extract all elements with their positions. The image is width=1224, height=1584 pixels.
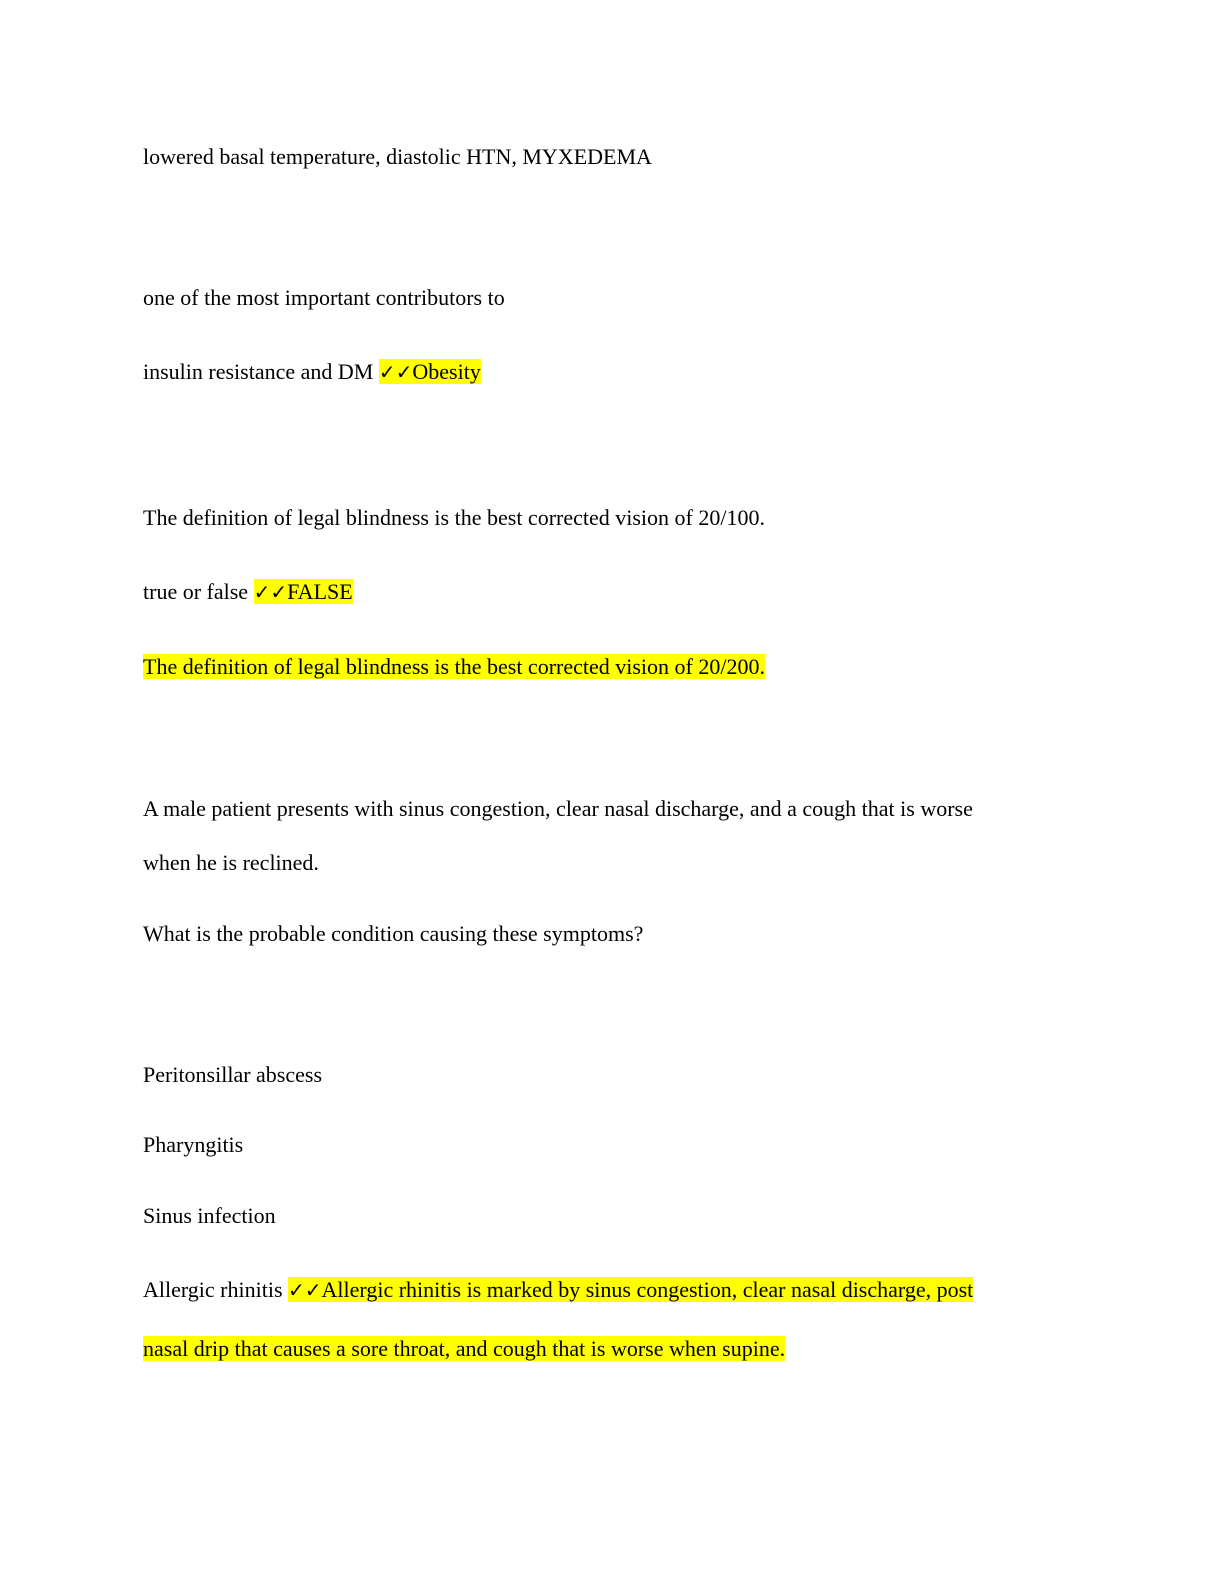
option-text: Allergic rhinitis (143, 1277, 289, 1302)
blindness-question-line (143, 505, 765, 531)
option-peritonsillar-abscess (143, 1062, 322, 1088)
option-text: Peritonsillar abscess (143, 1062, 323, 1087)
option-text: Pharyngitis (143, 1132, 244, 1157)
obesity-question-line-1 (143, 285, 505, 311)
myxedema-text: lowered basal temperature, diastolic HTN, MYXEDEMA (143, 144, 652, 169)
option-text: Sinus infection (143, 1203, 276, 1228)
obesity-question-line-2 (143, 359, 481, 385)
rhinitis-answer-text-1: Allergic rhinitis is marked by sinus congestion, clear nasal discharge, post (321, 1277, 974, 1302)
blindness-true-false-text: true or false (143, 579, 254, 604)
obesity-question-text-1: one of the most important contributors to (143, 285, 505, 310)
blindness-true-false-line (143, 579, 353, 605)
rhinitis-answer-line-2 (143, 1336, 785, 1362)
myxedema-line (143, 144, 652, 170)
obesity-question-text-2: insulin resistance and DM (143, 359, 379, 384)
option-sinus-infection (143, 1203, 276, 1229)
double-check-icon: ✓✓ (288, 1278, 322, 1302)
option-pharyngitis (143, 1132, 243, 1158)
blindness-answer: FALSE (287, 579, 353, 604)
rhinitis-prompt-text: What is the probable condition causing these symptoms? (143, 921, 644, 946)
option-allergic-rhinitis (143, 1277, 973, 1303)
double-check-icon: ✓✓ (253, 580, 288, 604)
double-check-icon: ✓✓ (378, 360, 413, 384)
rhinitis-question-line-1 (143, 796, 973, 822)
rhinitis-prompt-line (143, 921, 643, 947)
obesity-answer: Obesity (412, 359, 481, 384)
rhinitis-question-text-2: when he is reclined. (143, 850, 319, 875)
blindness-question-text: The definition of legal blindness is the best corrected vision of 20/100. (143, 505, 765, 530)
rhinitis-question-line-2 (143, 850, 319, 876)
rhinitis-question-text-1: A male patient presents with sinus congestion, clear nasal discharge, and a cough that is worse (143, 796, 973, 821)
blindness-explanation: The definition of legal blindness is the best corrected vision of 20/200. (143, 654, 765, 679)
rhinitis-answer-highlight (288, 1277, 973, 1302)
obesity-answer-highlight (379, 359, 481, 384)
blindness-explanation-line (143, 654, 765, 680)
blindness-answer-highlight (254, 579, 353, 604)
rhinitis-answer-text-2: nasal drip that causes a sore throat, and cough that is worse when supine. (143, 1336, 786, 1361)
